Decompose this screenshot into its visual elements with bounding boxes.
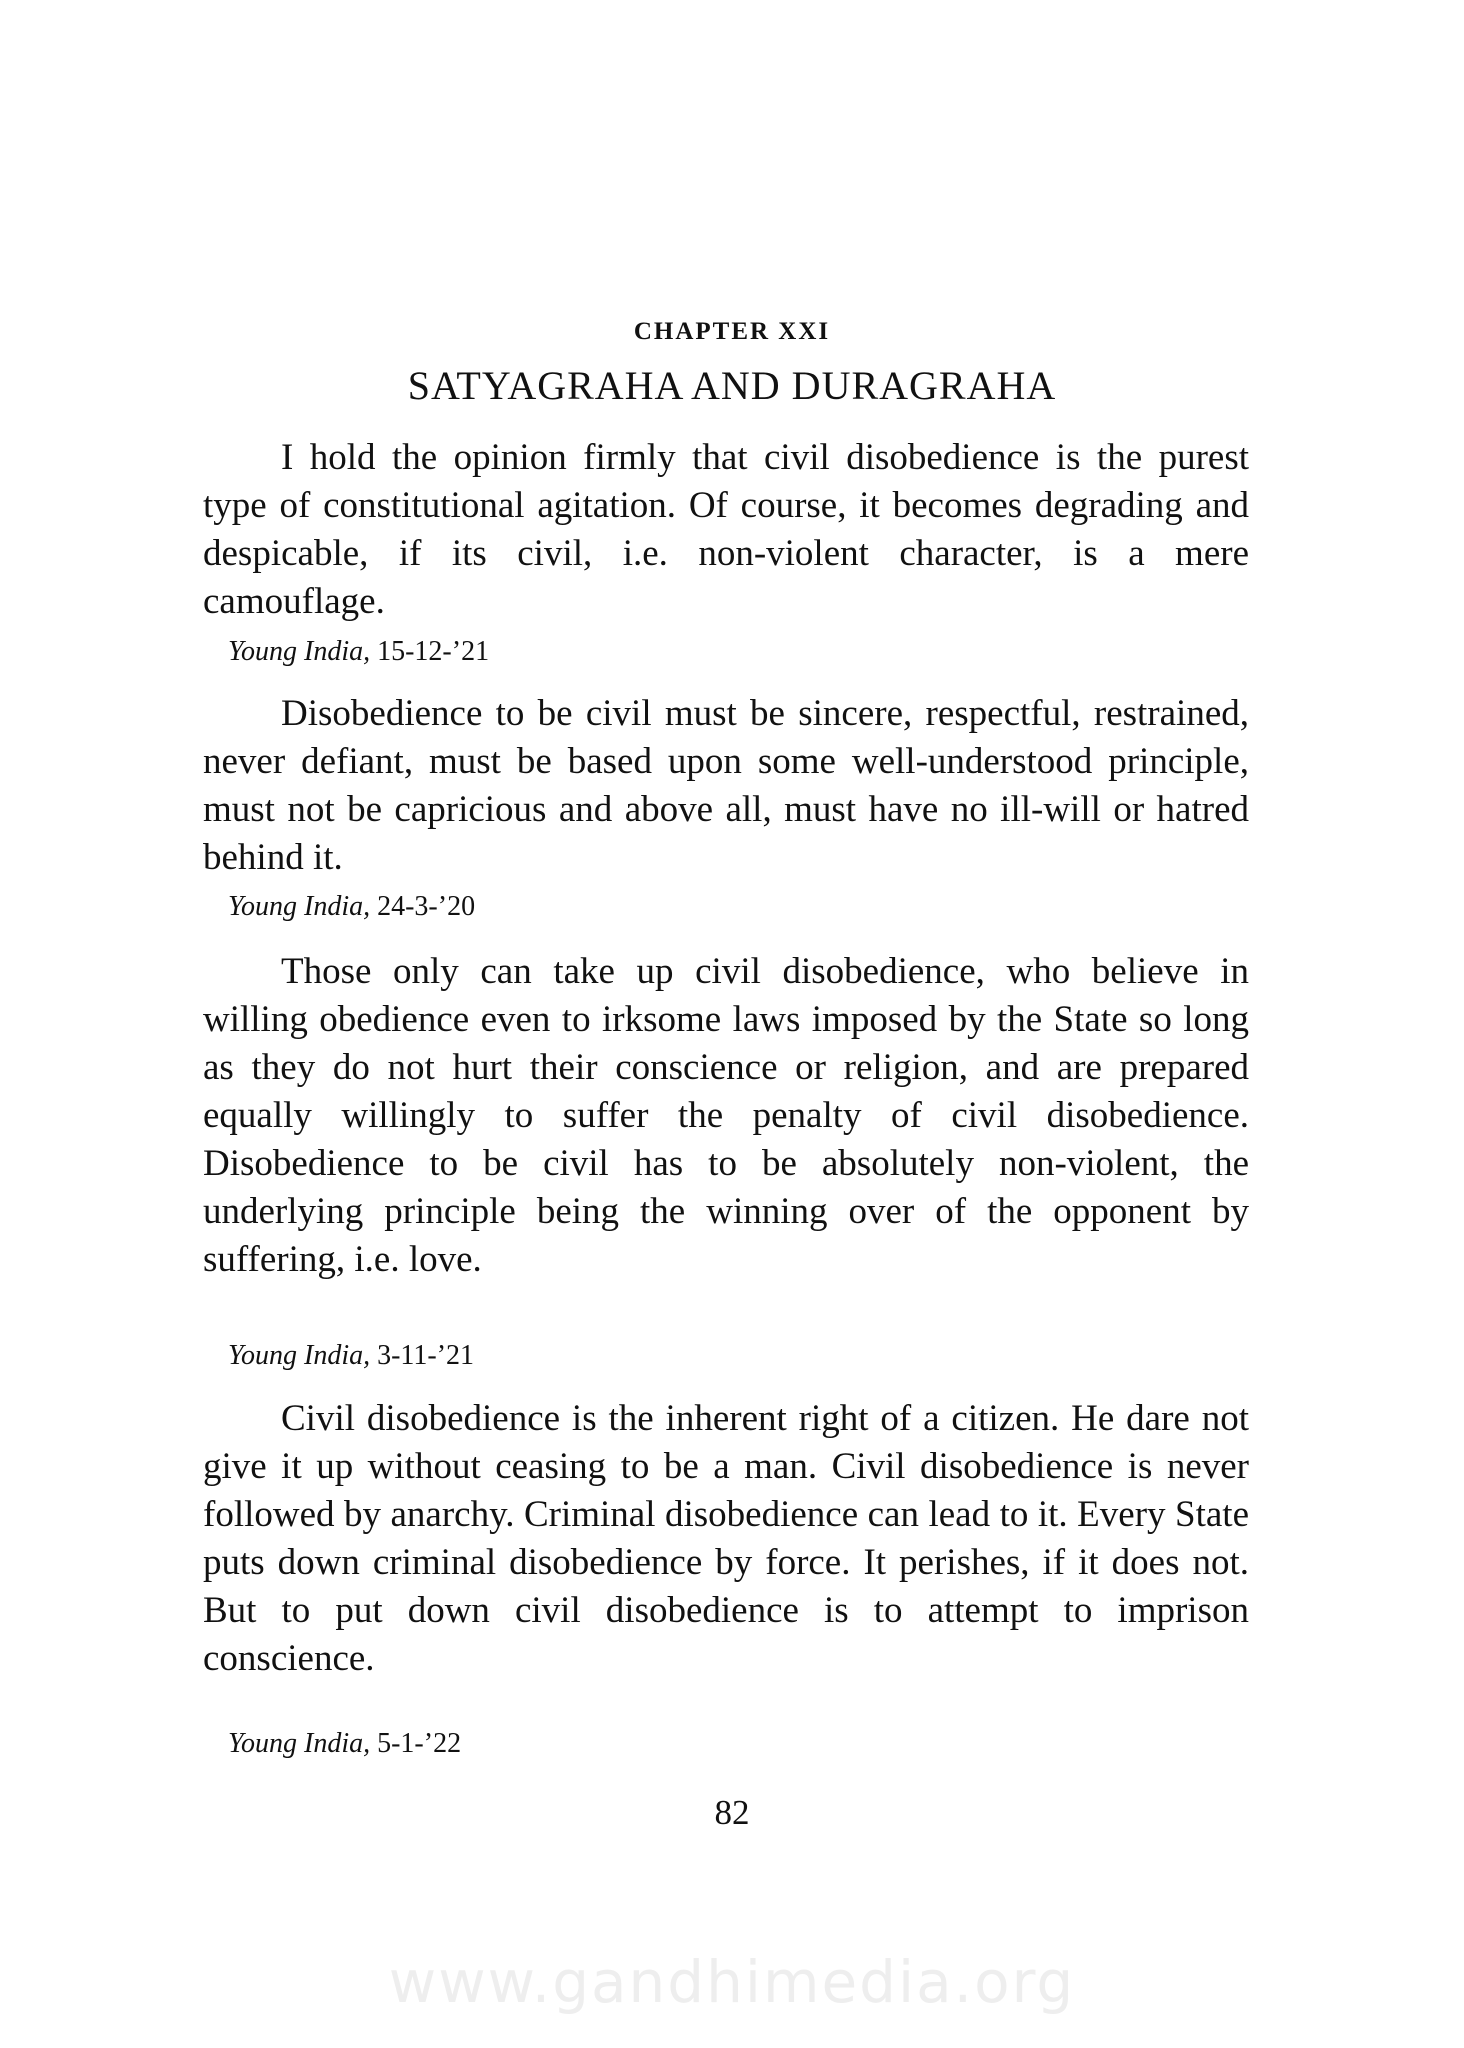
passage-4-source — [228, 1728, 461, 1760]
passage-1 — [203, 434, 1249, 626]
passage-1-source — [228, 636, 489, 668]
source-date: 3-11-’21 — [377, 1340, 475, 1371]
passage-text: Those only can take up civil disobedience, who believe in willing obedience even to irksome laws imposed by the State so long as they do not hurt their conscience or religion, and are prepared equally willingly to suffer the penalty of civil disobedience. Disobedience to be civil has to be absolutely non-violent, the underlying principle being the winning over of the opponent by suffering, i.e. love. — [203, 951, 1249, 1280]
passage-2-source — [228, 891, 475, 923]
source-date: 24-3-’20 — [377, 891, 476, 922]
watermark: www.gandhimedia.org — [388, 1948, 1076, 2016]
passage-text: Civil disobedience is the inherent right of a citizen. He dare not give it up without ceasing to be a man. Civil disobedience is never followed by anarchy. Criminal disobedience can lead to it. Every State puts down criminal disobedience by force. It perishes, if it does not. But to put down civil disobedience is to attempt to imprison conscience. — [203, 1398, 1249, 1679]
passage-2 — [203, 690, 1249, 882]
passage-text: I hold the opinion firmly that civil disobedience is the purest type of constitutional agitation. Of course, it becomes degrading and despicable, if its civil, i.e. non-violent character, is a mere camouflage. — [203, 437, 1249, 622]
passage-3 — [203, 948, 1249, 1284]
passage-3-source — [228, 1340, 474, 1372]
source-date: 5-1-’22 — [377, 1728, 462, 1759]
source-publication: Young India, — [228, 891, 371, 922]
source-publication: Young India, — [228, 1728, 371, 1759]
source-publication: Young India, — [228, 1340, 371, 1371]
source-publication: Young India, — [228, 636, 371, 667]
chapter-title: SATYAGRAHA AND DURAGRAHA — [407, 363, 1057, 408]
page-number: 82 — [714, 1793, 750, 1832]
passage-text: Disobedience to be civil must be sincere, respectful, restrained, never defiant, must be based upon some well-understood principle, must not be capricious and above all, must have no ill-will or hatred behind it. — [203, 693, 1249, 878]
chapter-label: CHAPTER XXI — [633, 318, 831, 345]
source-date: 15-12-’21 — [377, 636, 490, 667]
passage-4 — [203, 1395, 1249, 1683]
